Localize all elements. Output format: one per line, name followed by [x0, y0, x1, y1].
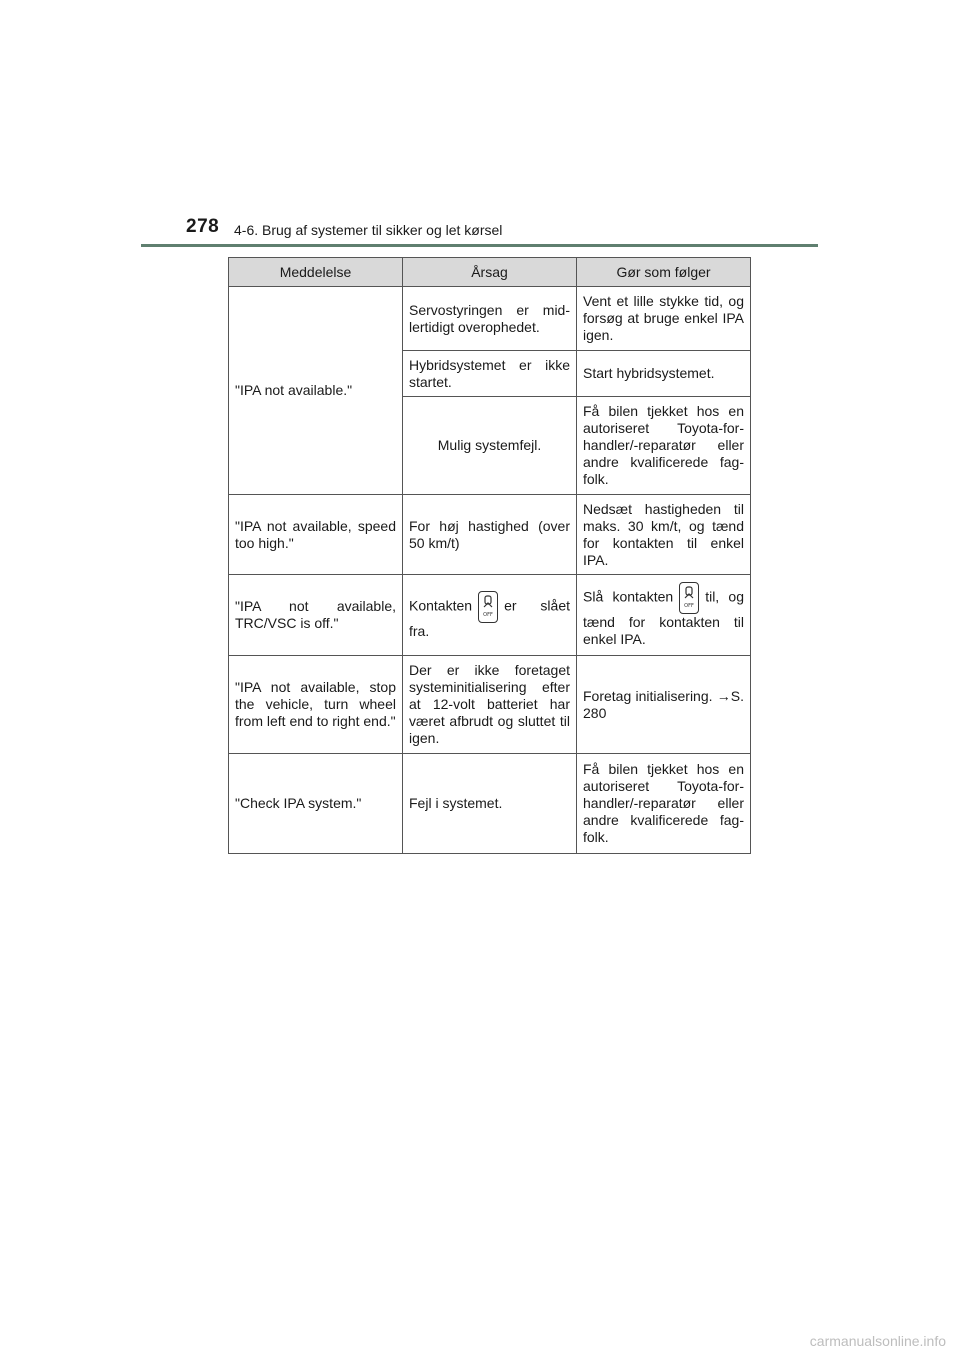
vsc-off-switch-icon: [679, 582, 699, 614]
cause-cell: Mulig systemfejl.: [403, 397, 577, 495]
cause-cell: Der er ikke foretaget systeminitialisering efter at 12-volt batteriet har været afbrudt og sluttet til igen.: [403, 656, 577, 754]
column-header-cause: Årsag: [403, 258, 577, 287]
message-table: [228, 257, 751, 854]
section-title: 4-6. Brug af systemer til sikker og let kørsel: [234, 222, 503, 238]
page-number: 278: [186, 216, 220, 237]
action-text-after: til, og tænd for kontakten til enkel IPA.: [583, 588, 744, 647]
action-cell: Få bilen tjekket hos en autoriseret Toyota-for-handler/-reparatør eller andre kvalificerede fag-folk.: [577, 754, 751, 854]
table-row: [229, 287, 751, 351]
action-cell: Få bilen tjekket hos en autoriseret Toyota-for-handler/-reparatør eller andre kvalificerede fag-folk.: [577, 397, 751, 495]
cause-cell: Fejl i systemet.: [403, 754, 577, 854]
column-header-message: Meddelelse: [229, 258, 403, 287]
table-row: [229, 656, 751, 754]
action-text-before: Slå kontakten: [583, 588, 674, 605]
action-cell: Start hybridsystemet.: [577, 351, 751, 397]
svg-text:OFF: OFF: [483, 611, 493, 618]
message-cell: "IPA not available, TRC/VSC is off.": [229, 575, 403, 656]
action-cell: Foretag initialisering. →S. 280: [577, 656, 751, 754]
message-cell: "IPA not available, stop the vehicle, turn wheel from left end to right end.": [229, 656, 403, 754]
action-cell: Nedsæt hastigheden til maks. 30 km/t, og tænd for kontakten til enkel IPA.: [577, 495, 751, 575]
vsc-off-switch-icon: [478, 591, 498, 623]
header-divider: [141, 244, 818, 247]
table-header-row: [229, 258, 751, 287]
cause-cell: [403, 575, 577, 656]
message-cell: "Check IPA system.": [229, 754, 403, 854]
cause-cell: For høj hastighed (over 50 km/t): [403, 495, 577, 575]
action-cell: [577, 575, 751, 656]
table-row: [229, 754, 751, 854]
table-row: [229, 495, 751, 575]
svg-text:OFF: OFF: [684, 603, 695, 609]
cause-cell: Hybridsystemet er ikke startet.: [403, 351, 577, 397]
table-row: [229, 575, 751, 656]
cause-cell: Servostyringen er mid-lertidigt overophedet.: [403, 287, 577, 351]
message-cell: "IPA not available, speed too high.": [229, 495, 403, 575]
cause-text-before: Kontakten: [409, 597, 473, 614]
watermark: carmanualsonline.info: [809, 1333, 946, 1349]
message-cell: "IPA not available.": [229, 287, 403, 495]
cause-text-after: er slået fra.: [409, 597, 570, 639]
column-header-action: Gør som følger: [577, 258, 751, 287]
action-cell: Vent et lille stykke tid, og forsøg at bruge enkel IPA igen.: [577, 287, 751, 351]
